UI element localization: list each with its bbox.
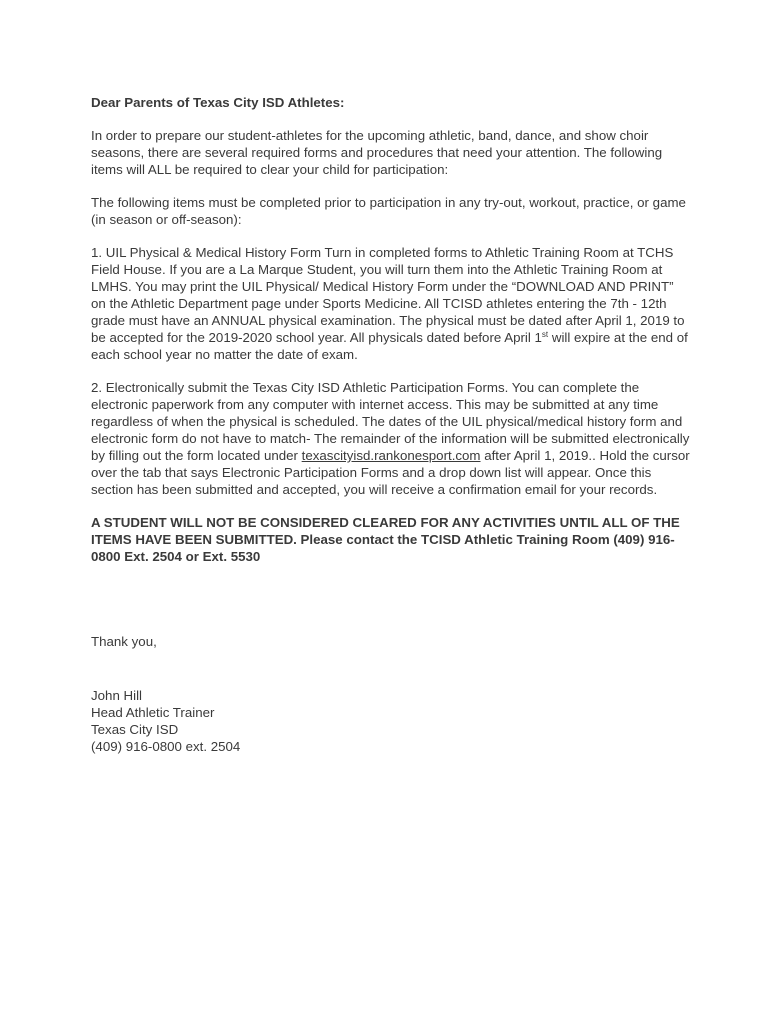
rankone-link[interactable]: texascityisd.rankonesport.com	[301, 448, 481, 463]
item-2-paragraph	[91, 379, 691, 498]
item-1-text-b: will expire at the end of each school year no matter the date of exam.	[91, 330, 688, 362]
clearance-notice: A STUDENT WILL NOT BE CONSIDERED CLEARED FOR ANY ACTIVITIES UNTIL ALL OF THE ITEMS HAVE BEEN SUBMITTED. Please contact the TCISD Athletic Training Room (409) 916-0800 Ext. 2504 or Ext. 5530	[91, 515, 680, 564]
signature-title: Head Athletic Trainer	[91, 705, 215, 720]
item-1-text-a: 1. UIL Physical & Medical History Form Turn in completed forms to Athletic Training Room at TCHS Field House. If you are a La Marque Student, you will turn them into the Athletic Training Room at LMHS. You may print the UIL Physical/ Medical History Form under the “DOWNLOAD AND PRINT” on the Athletic Department page under Sports Medicine. All TCISD athletes entering the 7th - 12th grade must have an ANNUAL physical examination. The physical must be dated after April 1, 2019 to be accepted for the 2019-2020 school year. All physicals dated before April 1	[91, 245, 685, 345]
item-2-text-b: after April 1, 2019.. Hold the cursor over the tab that says Electronic Participation Forms and a drop down list will appear. Once this section has been submitted and accepted, you will receive a confirmation email for your records.	[91, 448, 690, 497]
letter-greeting: Dear Parents of Texas City ISD Athletes:	[91, 95, 345, 110]
signature-block	[91, 687, 691, 755]
closing: Thank you,	[91, 634, 157, 649]
signature-organization: Texas City ISD	[91, 722, 179, 737]
item-1-superscript: st	[541, 330, 549, 339]
signature-phone: (409) 916-0800 ext. 2504	[91, 739, 241, 754]
signature-name: John Hill	[91, 688, 142, 703]
prerequisite-paragraph: The following items must be completed prior to participation in any try-out, workout, practice, or game (in season or off-season):	[91, 195, 686, 227]
intro-paragraph: In order to prepare our student-athletes for the upcoming athletic, band, dance, and show choir seasons, there are several required forms and procedures that need your attention. The following items will ALL be required to clear your child for participation:	[91, 128, 663, 177]
item-1-paragraph	[91, 244, 691, 363]
letter	[91, 94, 691, 755]
item-2-text-a: 2. Electronically submit the Texas City ISD Athletic Participation Forms. You can complete the electronic paperwork from any computer with internet access. This may be submitted at any time regardless of when the physical is scheduled. The dates of the UIL physical/medical history form and electronic form do not have to match- The remainder of the information will be submitted electronically by filling out the form located under	[91, 380, 690, 463]
